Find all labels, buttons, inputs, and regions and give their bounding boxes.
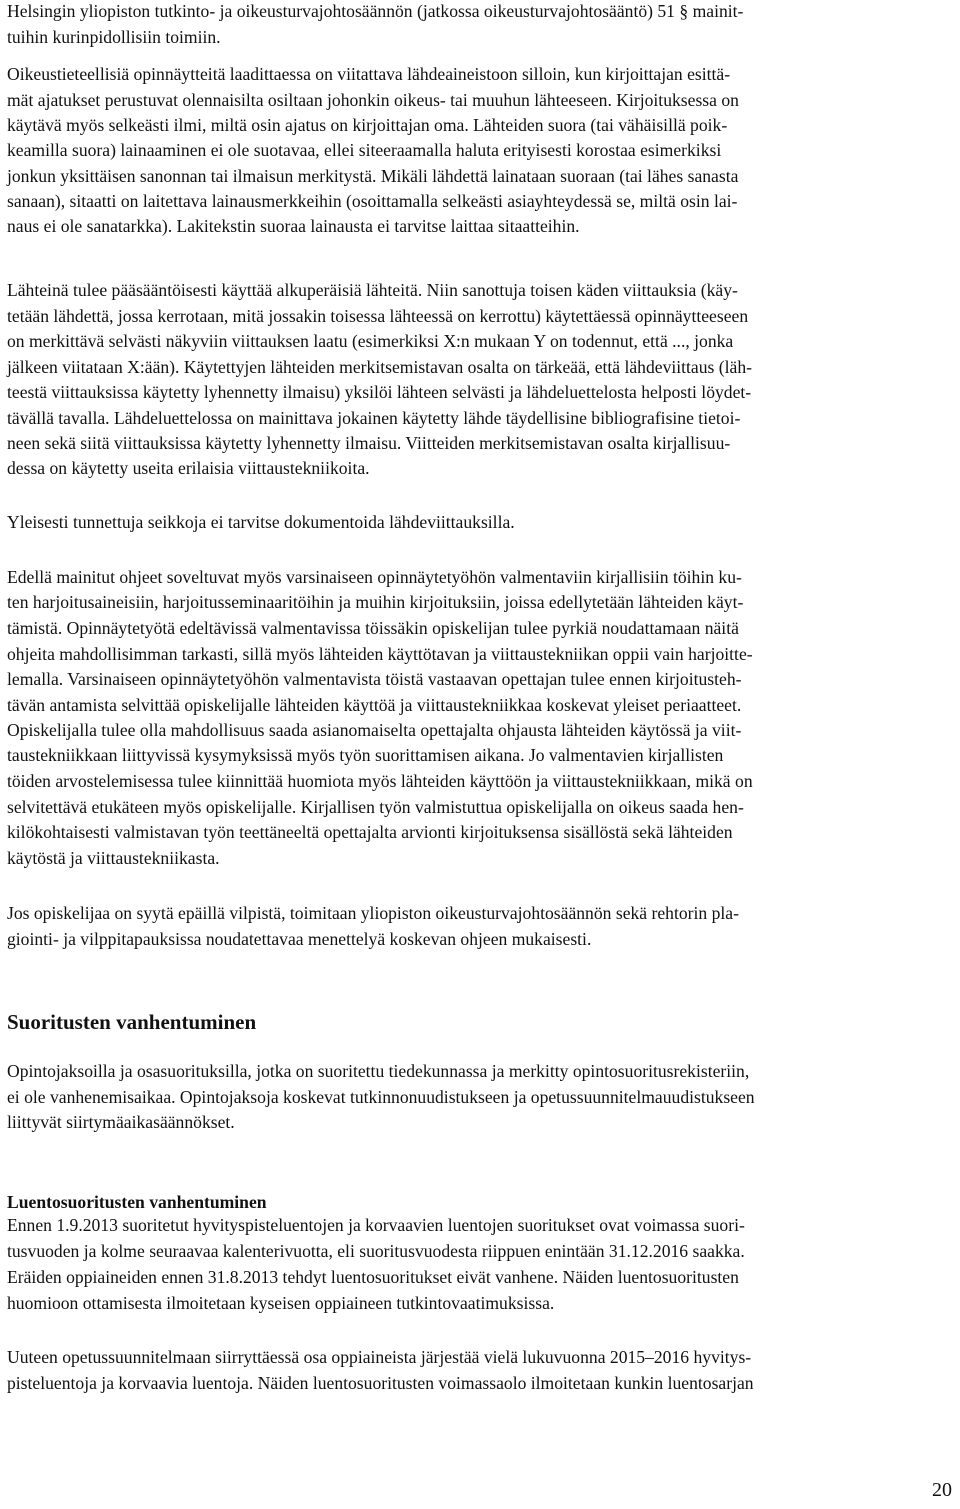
paragraph-line: käytävä myös selkeästi ilmi, miltä osin ajatus on kirjoittajan oma. Lähteiden suora (tai vähäisillä poik- (7, 115, 728, 135)
paragraph-line: tävän antamista selvittää opiskelijalle lähteiden käyttöä ja viittaustekniikkaa koskevat yleiset periaatteet. (7, 695, 742, 715)
paragraph-line: Lähteinä tulee pääsääntöisesti käyttää alkuperäisiä lähteitä. Niin sanottuja toisen käden viittauksia (käy- (7, 280, 738, 300)
page-number: 20 (932, 1479, 952, 1501)
paragraph-line: teestä viittauksissa käytetty lyhennetty ilmaisu) yksilöi lähteen selvästi ja lähdeluettelosta helposti löydet- (7, 382, 752, 402)
paragraph-line: pisteluentoja ja korvaavia luentoja. Näiden luentosuoritusten voimassaolo ilmoitetaan kunkin luentosarjan (7, 1373, 754, 1393)
paragraph-line: sanaan), sitaatti on laitettava lainausmerkkeihin (osoittamalla selkeästi asiayhteydessä se, miltä osin lai- (7, 191, 738, 211)
paragraph-line: tuihin kurinpidollisiin toimiin. (7, 27, 221, 47)
paragraph-line: Opiskelijalla tulee olla mahdollisuus saada asianomaiselta opettajalta ohjausta lähteiden käytössä ja viit- (7, 720, 742, 740)
paragraph-line: tetään lähdettä, jossa kerrotaan, mitä jossakin toisessa lähteessä on kerrottu) käytettäessä opinnäytteeseen (7, 306, 749, 326)
paragraph-line: Yleisesti tunnettuja seikkoja ei tarvitse dokumentoida lähdeviittauksilla. (7, 512, 515, 532)
paragraph-line: kilökohtaisesti valmistavan työn teettäneeltä opettajalta arvionti kirjoituksensa sisällöstä sekä lähteiden (7, 822, 733, 842)
paragraph-line: on merkittävä selvästi näkyviin viittauksen laatu (esimerkiksi X:n mukaan Y on todennut, että ..., jonka (7, 331, 734, 351)
subsection-heading: Luentosuoritusten vanhentuminen (7, 1192, 267, 1212)
paragraph-line: töiden arvostelemisessa tulee kiinnittää huomiota myös lähteiden käyttöön ja viittaustekniikkaan, mikä on (7, 771, 753, 791)
paragraph-line: mät ajatukset perustuvat olennaisilta osiltaan johonkin oikeus- tai muuhun lähteeseen. Kirjoituksessa on (7, 90, 739, 110)
paragraph-line: Uuteen opetussuunnitelmaan siirryttäessä osa oppiaineista järjestää vielä lukuvuonna 2015–2016 hyvitys- (7, 1347, 752, 1367)
paragraph-line: dessa on käytetty useita erilaisia viittaustekniikoita. (7, 458, 370, 478)
paragraph-line: selvitettävä etukäteen myös opiskelijalle. Kirjallisen työn valmistuttua opiskelijalla on oikeus saada hen- (7, 797, 744, 817)
paragraph-line: lemalla. Varsinaiseen opinnäytetyöhön valmentavista töistä vastaavan opettajan tulee ennen kirjoitusteh- (7, 669, 742, 689)
paragraph-line: tämistä. Opinnäytetyötä edeltävissä valmentavissa töissäkin opiskelijan tulee pyrkiä noudattamaan näitä (7, 618, 739, 638)
paragraph-line: Opintojaksoilla ja osasuorituksilla, jotka on suoritettu tiedekunnassa ja merkitty opintosuoritusrekisteriin, (7, 1061, 750, 1081)
paragraph-line: liittyvät siirtymäaikasäännökset. (7, 1112, 235, 1132)
paragraph-line: tusvuoden ja kolme seuraavaa kalenterivuotta, eli suoritusvuodesta riippuen enintään 31.12.2016 saakka. (7, 1241, 745, 1261)
paragraph-line: tävällä tavalla. Lähdeluettelossa on mainittava jokainen käytetty lähde täydellisine bibliografisine tietoi- (7, 408, 741, 428)
paragraph-line: Helsingin yliopiston tutkinto- ja oikeusturvajohtosäännön (jatkossa oikeusturvajohtosääntö) 51 § mainit- (7, 1, 744, 21)
paragraph-line: Jos opiskelijaa on syytä epäillä vilpistä, toimitaan yliopiston oikeusturvajohtosäännön sekä rehtorin pla- (7, 903, 739, 923)
paragraph-line: jälkeen viitataan X:ään). Käytettyjen lähteiden merkitsemistavan osalta on tärkeää, että lähdeviittaus (läh- (7, 357, 752, 377)
paragraph-line: huomioon ottamisesta ilmoitetaan kyseisen oppiaineen tutkintovaatimuksissa. (7, 1293, 555, 1313)
paragraph-line: ten harjoitusaineisiin, harjoitusseminaaritöihin ja muihin kirjoituksiin, joissa edellytetään lähteiden käyt- (7, 592, 744, 612)
paragraph-line: keamilla suora) lainaaminen ei ole suotavaa, ellei siteeraamalla haluta erityisesti korostaa esimerkiksi (7, 140, 722, 160)
section-heading: Suoritusten vanhentuminen (7, 1010, 257, 1034)
paragraph-line: jonkun yksittäisen sanonnan tai ilmaisun merkitystä. Mikäli lähdettä lainataan suoraan (tai lähes sanasta (7, 166, 739, 186)
paragraph-line: naus ei ole sanatarkka). Lakitekstin suoraa lainausta ei tarvitse laittaa sitaatteihin. (7, 216, 580, 236)
paragraph-line: käytöstä ja viittaustekniikasta. (7, 848, 220, 868)
paragraph-line: Eräiden oppiaineiden ennen 31.8.2013 tehdyt luentosuoritukset eivät vanhene. Näiden luentosuoritusten (7, 1267, 739, 1287)
paragraph-line: Ennen 1.9.2013 suoritetut hyvityspisteluentojen ja korvaavien luentojen suoritukset ovat voimassa suori- (7, 1215, 745, 1235)
paragraph-line: ohjeita mahdollisimman tarkasti, sillä myös lähteiden käyttötavan ja viittaustekniikan oppii vain harjoitte- (7, 644, 753, 664)
paragraph-line: ei ole vanhenemisaikaa. Opintojaksoja koskevat tutkinnonuudistukseen ja opetussuunnitelmauudistukseen (7, 1087, 755, 1107)
paragraph-line: giointi- ja vilppitapauksissa noudatettavaa menettelyä koskevan ohjeen mukaisesti. (7, 929, 592, 949)
paragraph-line: Edellä mainitut ohjeet soveltuvat myös varsinaiseen opinnäytetyöhön valmentaviin kirjallisiin töihin ku- (7, 567, 742, 587)
paragraph-line: Oikeustieteellisiä opinnäytteitä laadittaessa on viitattava lähdeaineistoon silloin, kun kirjoittajan esittä- (7, 64, 731, 84)
paragraph-line: taustekniikkaan liittyvissä kysymyksissä myös työn suorittamisen aikana. Jo valmentavien kirjallisten (7, 745, 724, 765)
paragraph-line: neen sekä siitä viittauksissa käytetty lyhennetty ilmaisu. Viitteiden merkitsemistavan osalta kirjallisuu- (7, 433, 731, 453)
